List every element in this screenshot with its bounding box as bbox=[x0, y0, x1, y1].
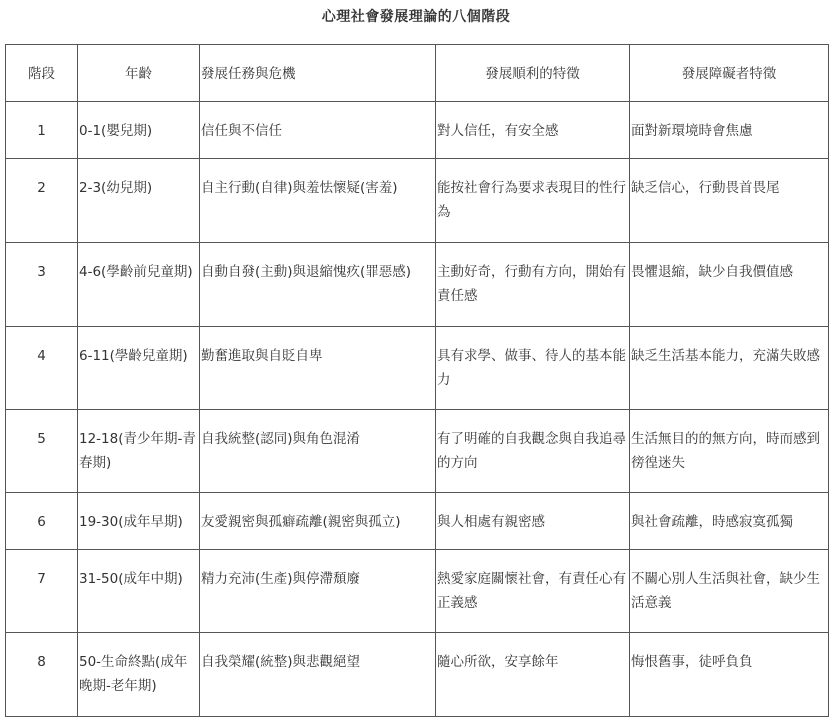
cell-success: 能按社會行為要求表現目的性行為 bbox=[436, 159, 630, 243]
cell-age: 50-生命終點(成年晚期-老年期) bbox=[78, 633, 200, 717]
cell-age: 31-50(成年中期) bbox=[78, 550, 200, 633]
cell-age: 4-6(學齡前兒童期) bbox=[78, 243, 200, 327]
cell-success: 與人相處有親密感 bbox=[436, 493, 630, 550]
cell-age: 6-11(學齡兒童期) bbox=[78, 327, 200, 410]
cell-stage: 2 bbox=[6, 159, 78, 243]
cell-stage: 8 bbox=[6, 633, 78, 717]
header-failure: 發展障礙者特徵 bbox=[630, 45, 829, 102]
page-title: 心理社會發展理論的八個階段 bbox=[321, 9, 511, 25]
cell-age: 0-1(嬰兒期) bbox=[78, 102, 200, 159]
table-row bbox=[6, 410, 829, 493]
header-age: 年齡 bbox=[78, 45, 200, 102]
cell-success: 有了明確的自我觀念與自我追尋的方向 bbox=[436, 410, 630, 493]
cell-task: 自動自發(主動)與退縮愧疚(罪惡感) bbox=[200, 243, 436, 327]
cell-failure: 畏懼退縮，缺少自我價值感 bbox=[630, 243, 829, 327]
cell-failure: 缺乏信心，行動畏首畏尾 bbox=[630, 159, 829, 243]
header-success: 發展順利的特徵 bbox=[436, 45, 630, 102]
cell-failure: 生活無目的的無方向，時而感到徬徨迷失 bbox=[630, 410, 829, 493]
cell-stage: 1 bbox=[6, 102, 78, 159]
cell-failure: 悔恨舊事，徒呼負負 bbox=[630, 633, 829, 717]
cell-success: 熱愛家庭關懷社會，有責任心有正義感 bbox=[436, 550, 630, 633]
table-row bbox=[6, 327, 829, 410]
header-stage: 階段 bbox=[6, 45, 78, 102]
table-row bbox=[6, 243, 829, 327]
cell-stage: 6 bbox=[6, 493, 78, 550]
cell-task: 勤奮進取與自貶自卑 bbox=[200, 327, 436, 410]
cell-failure: 缺乏生活基本能力，充滿失敗感 bbox=[630, 327, 829, 410]
cell-failure: 與社會疏離，時感寂寞孤獨 bbox=[630, 493, 829, 550]
table-row bbox=[6, 102, 829, 159]
cell-success: 對人信任，有安全感 bbox=[436, 102, 630, 159]
header-task: 發展任務與危機 bbox=[200, 45, 436, 102]
cell-stage: 5 bbox=[6, 410, 78, 493]
cell-success: 主動好奇，行動有方向，開始有責任感 bbox=[436, 243, 630, 327]
cell-stage: 3 bbox=[6, 243, 78, 327]
cell-success: 具有求學、做事、待人的基本能力 bbox=[436, 327, 630, 410]
table-row bbox=[6, 550, 829, 633]
cell-age: 12-18(青少年期-青春期) bbox=[78, 410, 200, 493]
table-row bbox=[6, 159, 829, 243]
cell-success: 隨心所欲，安享餘年 bbox=[436, 633, 630, 717]
cell-task: 自主行動(自律)與羞怯懷疑(害羞) bbox=[200, 159, 436, 243]
cell-age: 2-3(幼兒期) bbox=[78, 159, 200, 243]
table-row bbox=[6, 633, 829, 717]
table-row bbox=[6, 493, 829, 550]
cell-task: 精力充沛(生產)與停滯頹廢 bbox=[200, 550, 436, 633]
table-header-row bbox=[6, 45, 829, 102]
cell-task: 信任與不信任 bbox=[200, 102, 436, 159]
cell-age: 19-30(成年早期) bbox=[78, 493, 200, 550]
cell-stage: 7 bbox=[6, 550, 78, 633]
cell-failure: 不關心別人生活與社會，缺少生活意義 bbox=[630, 550, 829, 633]
stages-table bbox=[5, 44, 829, 717]
cell-task: 自我統整(認同)與角色混淆 bbox=[200, 410, 436, 493]
cell-stage: 4 bbox=[6, 327, 78, 410]
cell-failure: 面對新環境時會焦慮 bbox=[630, 102, 829, 159]
cell-task: 友愛親密與孤癖疏離(親密與孤立) bbox=[200, 493, 436, 550]
cell-task: 自我榮耀(統整)與悲觀絕望 bbox=[200, 633, 436, 717]
